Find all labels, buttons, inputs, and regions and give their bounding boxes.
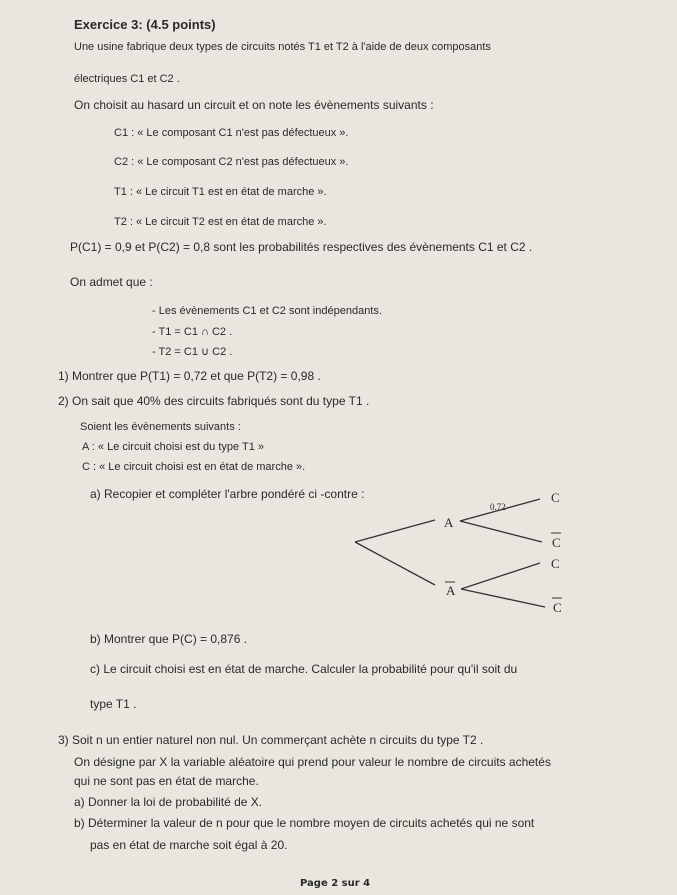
branch-a-bar-to-c-bar — [461, 589, 545, 607]
branch-a-bar-to-c — [461, 563, 540, 589]
question-1: 1) Montrer que P(T1) = 0,72 et que P(T2) = 0,98 . — [58, 369, 321, 383]
probabilities-line: P(C1) = 0,9 et P(C2) = 0,8 sont les probabilités respectives des évènements C1 et C2 . — [70, 240, 533, 254]
choose-line: On choisit au hasard un circuit et on note les évènements suivants : — [74, 98, 434, 112]
node-a: A — [444, 515, 454, 530]
node-a-bar: A — [446, 583, 456, 598]
exercise-title: Exercice 3: (4.5 points) — [74, 17, 216, 32]
q2-events-title: Soient les évènements suivants : — [80, 421, 241, 433]
admit-item-independence: - Les évènements C1 et C2 sont indépendants. — [152, 305, 382, 317]
question-2c-line-1: c) Le circuit choisi est en état de marche. Calculer la probabilité pour qu'il soit du — [90, 662, 518, 676]
q2-event-a: A : « Le circuit choisi est du type T1 » — [82, 441, 265, 453]
intro-line-1: Une usine fabrique deux types de circuits notés T1 et T2 à l'aide de deux composants — [74, 41, 491, 53]
page-footer: Page 2 sur 4 — [300, 878, 371, 889]
question-3-line-2: On désigne par X la variable aléatoire qui prend pour valeur le nombre de circuits achetés — [74, 755, 551, 769]
event-t2: T2 : « Le circuit T2 est en état de marche ». — [114, 216, 327, 228]
question-3b-line-1: b) Déterminer la valeur de n pour que le nombre moyen de circuits achetés qui ne sont — [74, 816, 535, 830]
branch-a-to-c-bar — [460, 521, 542, 542]
question-3-line-1: 3) Soit n un entier naturel non nul. Un commerçant achète n circuits du type T2 . — [58, 733, 484, 747]
question-3a: a) Donner la loi de probabilité de X. — [74, 795, 263, 809]
branch-root-to-a-bar — [355, 542, 435, 585]
question-3b-line-2: pas en état de marche soit égal à 20. — [90, 838, 288, 852]
event-t1: T1 : « Le circuit T1 est en état de marche ». — [114, 186, 327, 198]
leaf-c-bottom: C — [551, 556, 560, 571]
weighted-probability-tree — [340, 482, 600, 622]
question-2b: b) Montrer que P(C) = 0,876 . — [90, 632, 248, 646]
admit-item-t1: - T1 = C1 ∩ C2 . — [152, 326, 233, 338]
question-2a: a) Recopier et compléter l'arbre pondéré ci -contre : — [90, 487, 365, 501]
leaf-c-bar-bottom: C — [553, 600, 562, 615]
admit-title: On admet que : — [70, 275, 153, 289]
weight-a-to-c: 0.72 — [490, 502, 506, 512]
intro-line-2: électriques C1 et C2 . — [74, 73, 180, 85]
admit-item-t2: - T2 = C1 ∪ C2 . — [152, 346, 233, 358]
event-c1: C1 : « Le composant C1 n'est pas défectueux ». — [114, 127, 349, 139]
branch-root-to-a — [355, 520, 435, 542]
leaf-c-top: C — [551, 490, 560, 505]
question-2: 2) On sait que 40% des circuits fabriqués sont du type T1 . — [58, 394, 370, 408]
question-3-line-3: qui ne sont pas en état de marche. — [74, 774, 259, 788]
q2-event-c: C : « Le circuit choisi est en état de marche ». — [82, 461, 306, 473]
leaf-c-bar-top: C — [552, 535, 561, 550]
question-2c-line-2: type T1 . — [90, 697, 137, 711]
event-c2: C2 : « Le composant C2 n'est pas défectueux ». — [114, 156, 349, 168]
